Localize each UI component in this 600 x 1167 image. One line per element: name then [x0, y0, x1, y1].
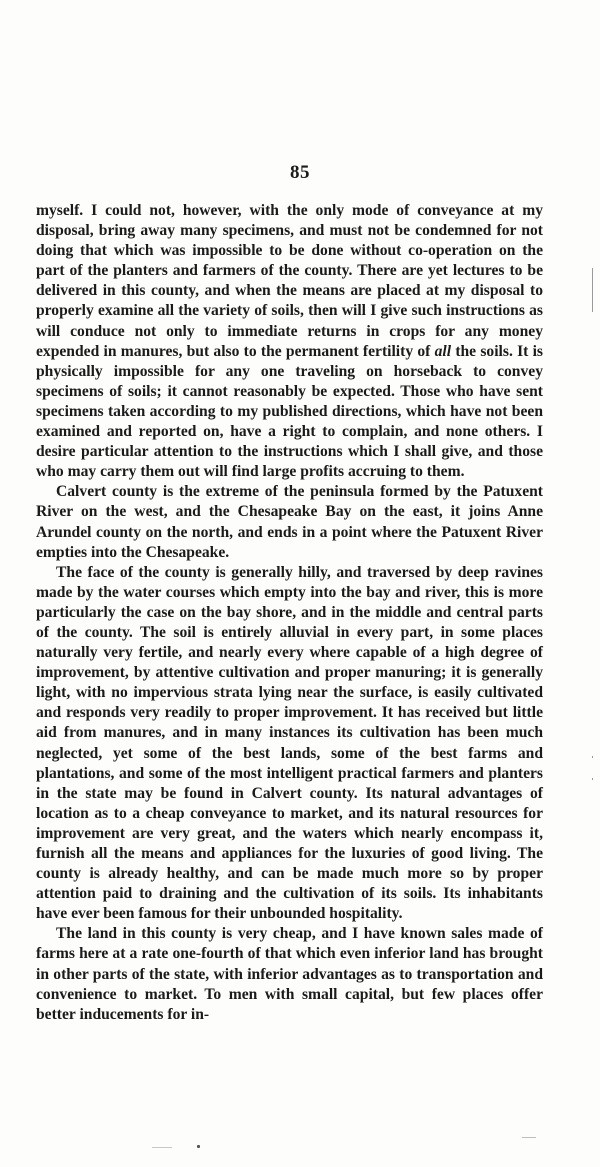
paragraph-4: The land in this county is very cheap, and I have known sales made of farms here at a rate one-fourth of that which even inferior land has brought in other parts of the state, with inferior advantages as to transportation and convenience to market. To men with small capital, but few places offer better inducements for in- [36, 925, 543, 1023]
page-number: 85 [290, 162, 310, 183]
paragraph-1: myself. I could not, however, with the only mode of conveyance at my disposal, bring away many specimens, and must not be condemned for not doing that which was impossible to be done without co-operation on the part of the planters and farmers of the county. There are yet lectures to be delivered in this county, and when the means are placed at my disposal to properly examine all the variety of soils, then will I give such instructions as will conduce not only to immediate returns in crops for any money expended in manures, but also to the permanent fertility of all the soils. It is physically impossible for any one traveling on horseback to convey specimens of soils; it cannot reasonably be expected. Those who have sent specimens taken according to my published directions, which have not been examined and reported on, have a right to complain, and none others. I desire particular attention to the instructions which I shall give, and those who may carry them out will find large profits accruing to them. [36, 202, 543, 481]
scan-dot [197, 1145, 200, 1148]
scan-smudge [152, 1147, 172, 1148]
paragraph-3: The face of the county is generally hilly, and traversed by deep ravines made by the water courses which empty into the bay and river, this is more particularly the case on the bay shore, and in the middle and central parts of the county. The soil is entirely alluvial in every part, in some places naturally very fertile, and nearly every where capable of a high degree of improvement, by attentive cultivation and proper manuring; it is generally light, with no impervious strata lying near the surface, is easily cultivated and responds very readily to proper improvement. It has received but little aid from manures, and in many instances its cultivation has been much neglected, yet some of the best lands, some of the best farms and plantations, and some of the most intelligent practical farmers and planters in the state may be found in Calvert county. Its natural advantages of location as to a cheap conveyance to market, and its natural resources for improvement are very great, and the waters which nearly encompass it, furnish all the means and appliances for the luxuries of good living. The county is already healthy, and can be made much more so by proper attention paid to draining and the cultivation of its soils. Its inhabitants have ever been famous for their unbounded hospitality. [36, 563, 543, 923]
emphasis-word: all [434, 342, 452, 360]
page-edge-mark [592, 756, 593, 758]
page-edge-mark [592, 778, 593, 780]
paragraph-2: Calvert county is the extreme of the peninsula formed by the Patuxent River on the west, and the Chesapeake Bay on the east, it joins Anne Arundel county on the north, and ends in a point where the Patuxent River empties into the Chesapeake. [36, 483, 543, 561]
body-text [36, 201, 543, 1025]
page-edge-mark [592, 268, 593, 312]
scan-line [522, 1137, 536, 1138]
